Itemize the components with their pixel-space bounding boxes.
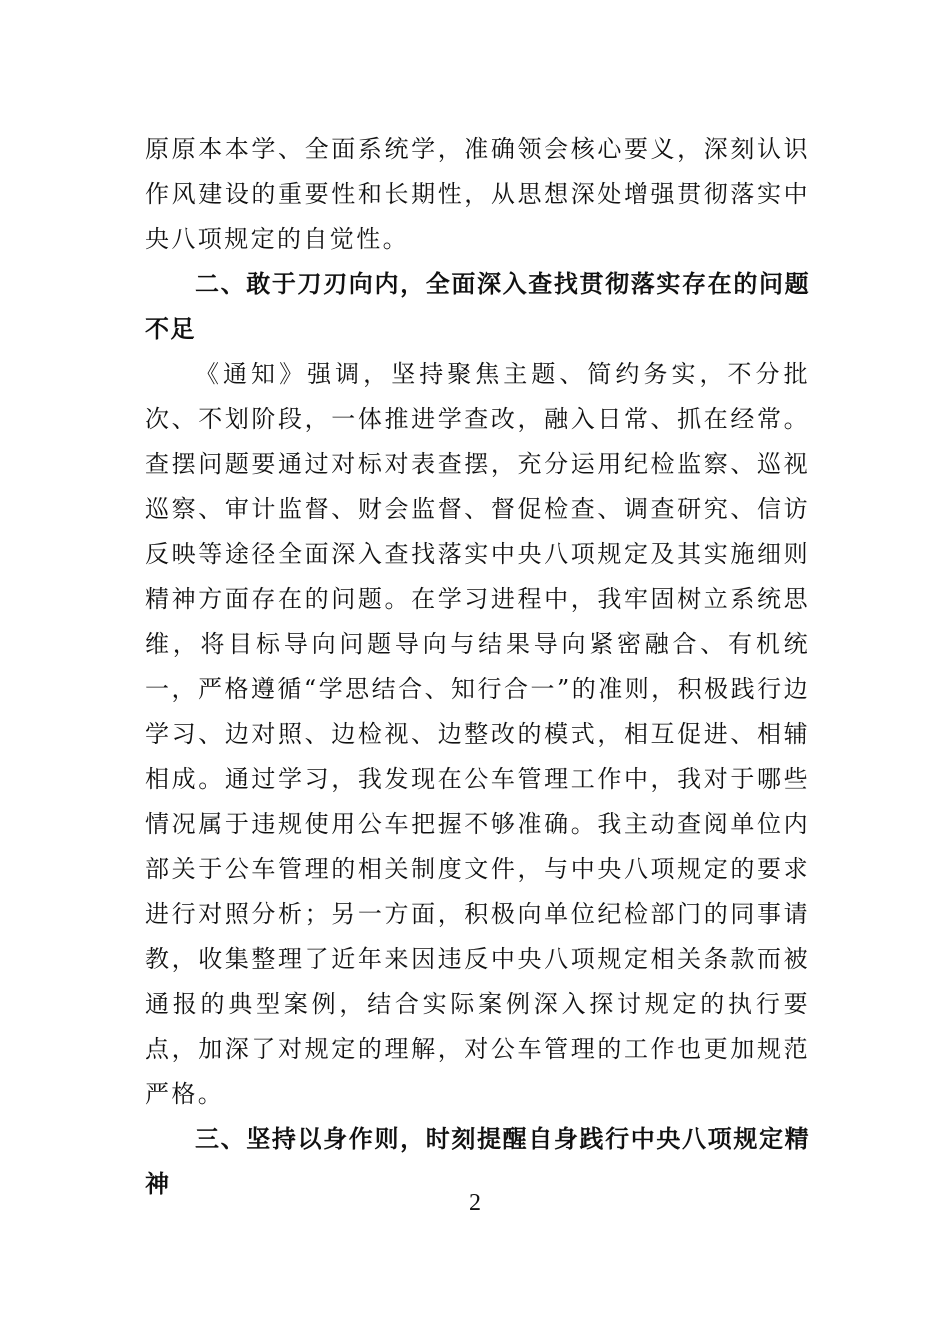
section-heading-two: 二、敢于刀刃向内，全面深入查找贯彻落实存在的问题不足: [145, 270, 810, 343]
document-body: [145, 127, 810, 1207]
body-paragraph-section-two: 《通知》强调，坚持聚焦主题、简约务实，不分批次、不划阶段，一体推进学查改，融入日常、抓在经常。查摆问题要通过对标对表查摆，充分运用纪检监察、巡视巡察、审计监督、财会监督、督促检查、调查研究、信访反映等途径全面深入查找落实中央八项规定及其实施细则精神方面存在的问题。在学习进程中，我牢固树立系统思维，将目标导向问题导向与结果导向紧密融合、有机统一，严格遵循“学思结合、知行合一”的准则，积极践行边学习、边对照、边检视、边整改的模式，相互促进、相辅相成。通过学习，我发现在公车管理工作中，我对于哪些情况属于违规使用公车把握不够准确。我主动查阅单位内部关于公车管理的相关制度文件，与中央八项规定的要求进行对照分析；另一方面，积极向单位纪检部门的同事请教，收集整理了近年来因违反中央八项规定相关条款而被通报的典型案例，结合实际案例深入探讨规定的执行要点，加深了对规定的理解，对公车管理的工作也更加规范严格。: [145, 360, 810, 1108]
body-paragraph-continued: 原原本本学、全面系统学，准确领会核心要义，深刻认识作风建设的重要性和长期性，从思想深处增强贯彻落实中央八项规定的自觉性。: [145, 135, 810, 253]
section-heading-three: 三、坚持以身作则，时刻提醒自身践行中央八项规定精神: [145, 1125, 810, 1198]
page-number: 2: [469, 1190, 481, 1216]
